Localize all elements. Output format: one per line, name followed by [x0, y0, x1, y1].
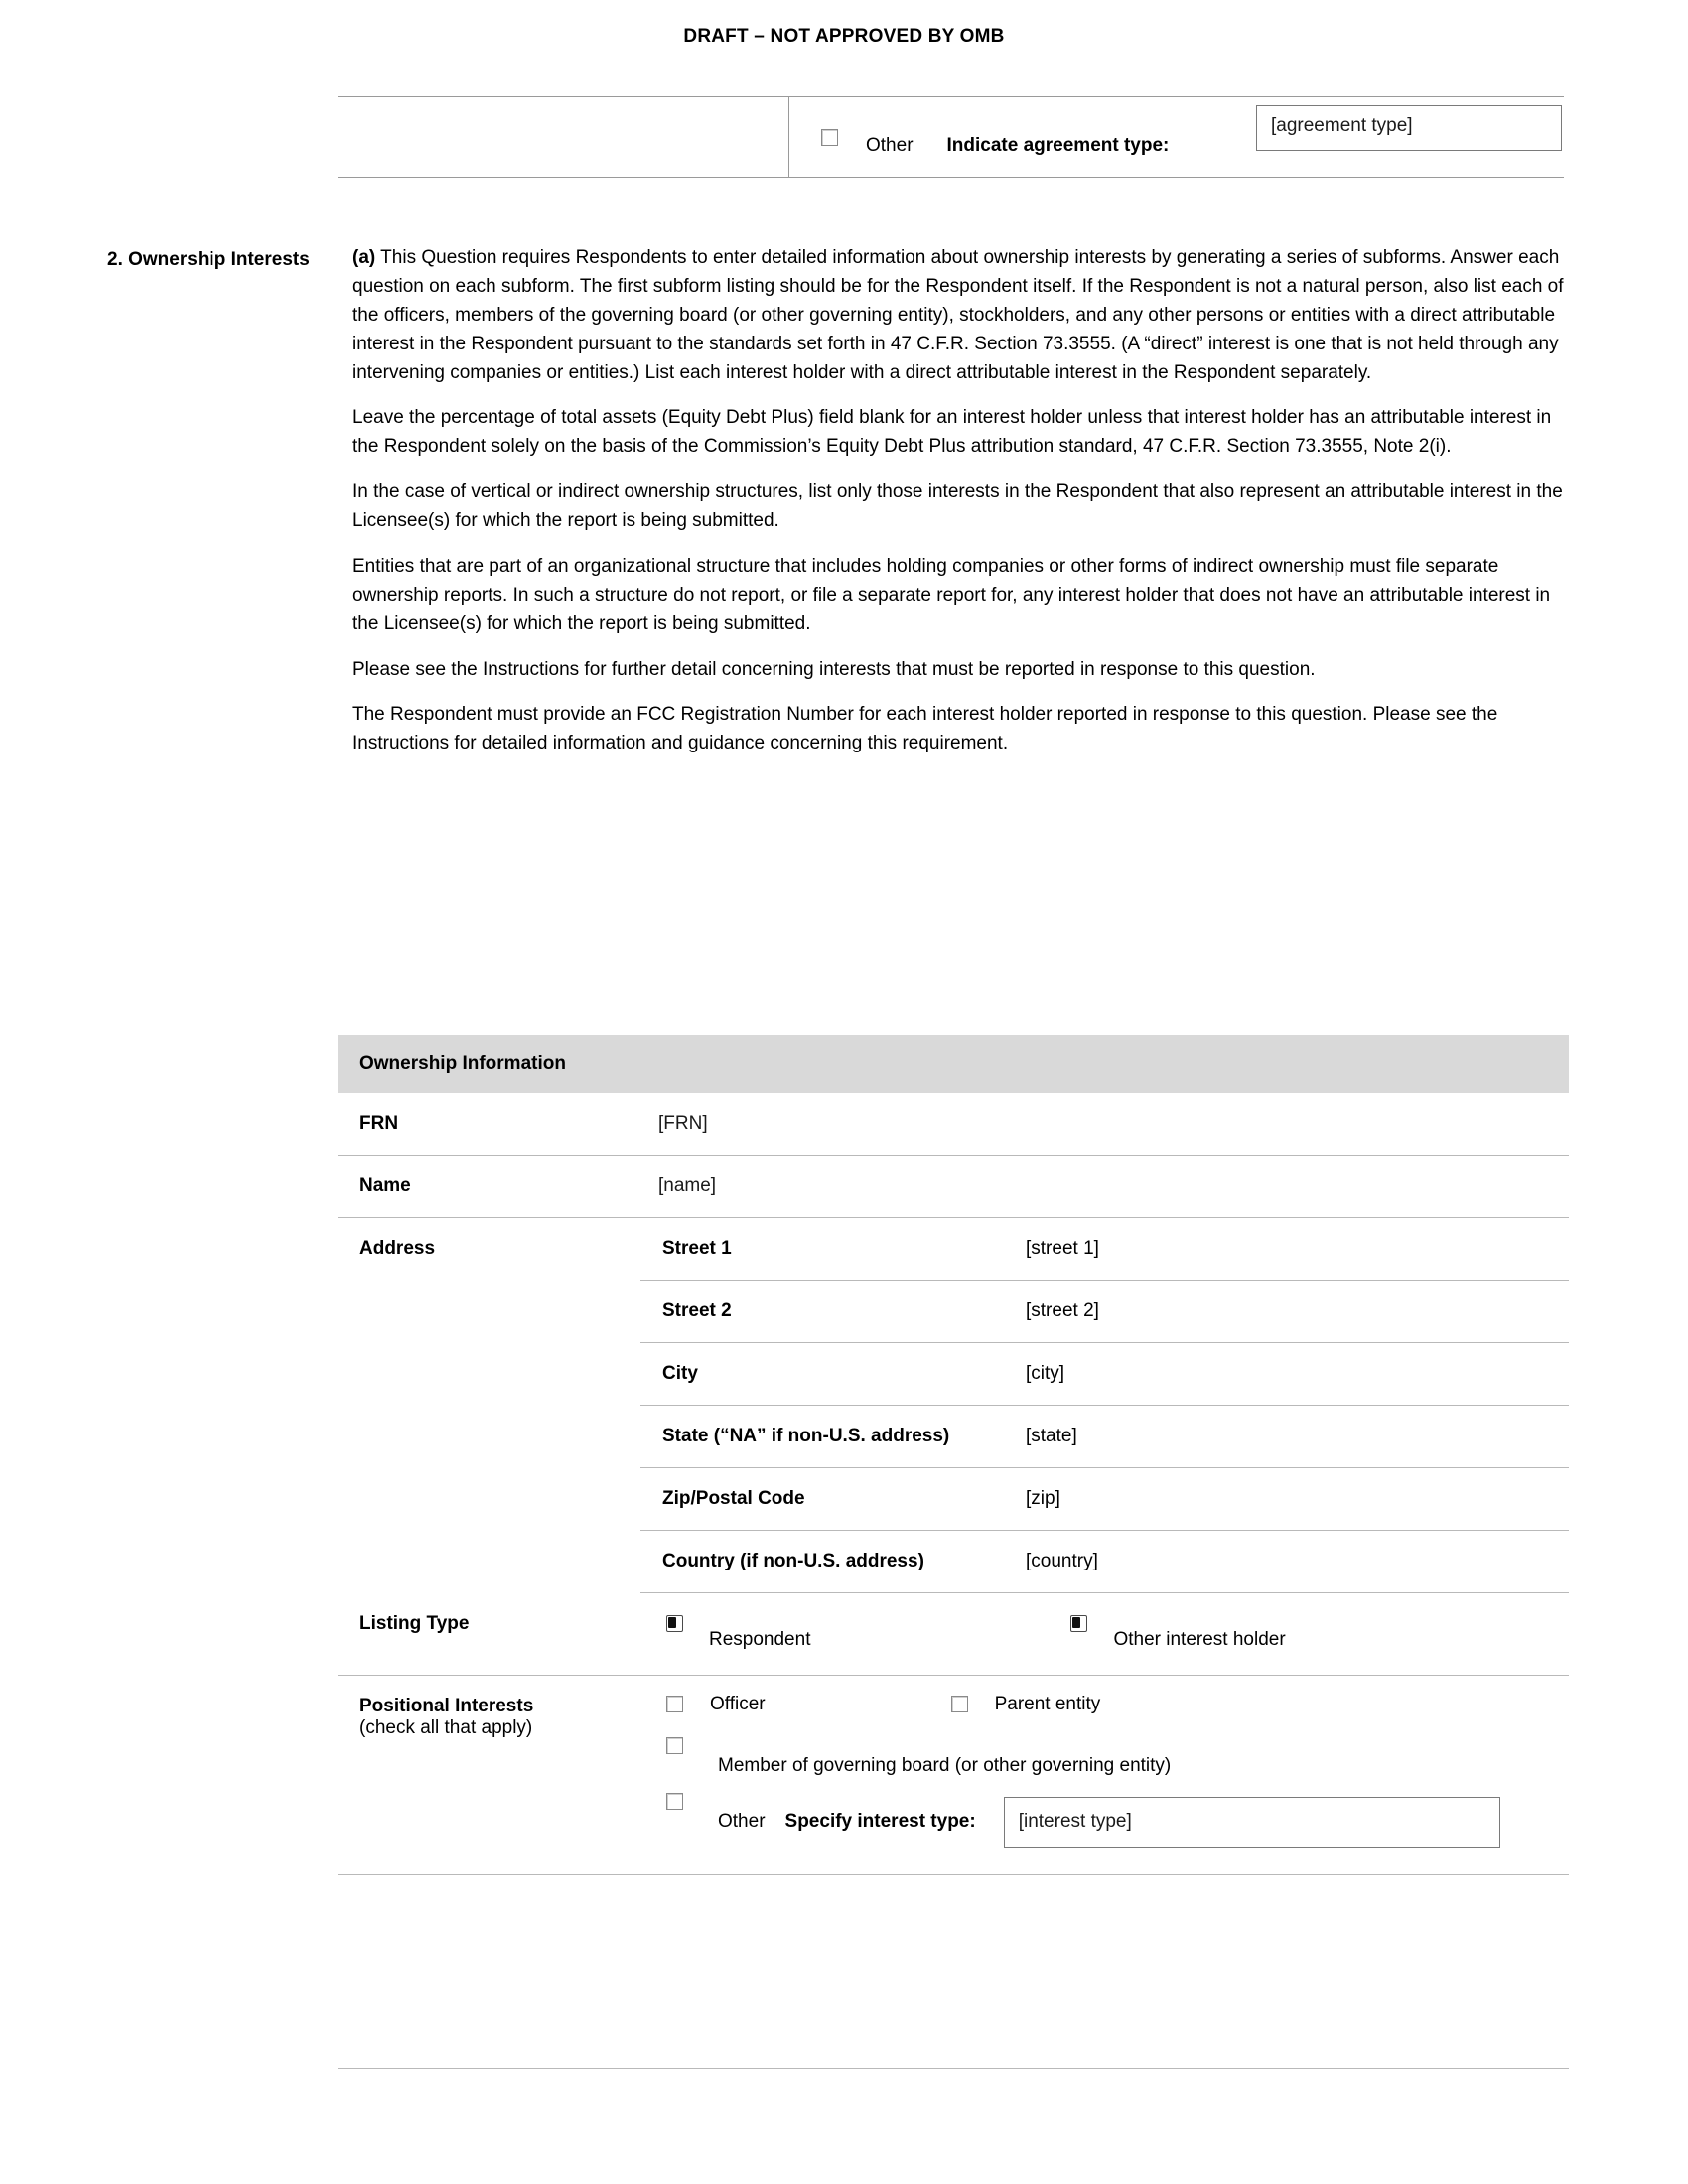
positional-option-parent-label: Parent entity [994, 1694, 1101, 1714]
positional-option-board-label: Member of governing board (or other governing entity) [718, 1755, 1172, 1776]
ownership-section-header-row [338, 1035, 1569, 1093]
positional-option-other-label: Other [718, 1811, 766, 1832]
agreement-type-row [338, 96, 1564, 178]
address-label: Address [359, 1238, 436, 1259]
radio-icon-respondent[interactable] [666, 1615, 683, 1632]
listing-option-respondent-label: Respondent [709, 1629, 811, 1650]
name-value[interactable]: [name] [658, 1175, 717, 1196]
paragraph-text-1: This Question requires Respondents to enter detailed information about ownership interests by generating a series of subforms. Answer each question on each subform. The first subform listing should be for the Respondent itself. If the Respondent is not a natural person, also list each of the officers, members of the governing board (or other governing entity), stockholders, and any other persons or entities with a direct attributable interest in the Respondent pursuant to the standards set forth in 47 C.F.R. Section 73.3555. (A “direct” interest is one that is not held through any intervening companies or entities.) List each interest holder with a direct attributable interest in the Respondent separately. [352, 247, 1564, 383]
agreement-type-input[interactable]: [agreement type] [1256, 105, 1562, 151]
listing-option-other-label: Other interest holder [1113, 1629, 1286, 1650]
zip-value[interactable]: [zip] [1008, 1468, 1569, 1531]
draft-header: DRAFT – NOT APPROVED BY OMB [683, 26, 1005, 47]
positional-option-row-2 [666, 1737, 1569, 1777]
indicate-agreement-type-label: Indicate agreement type: [946, 135, 1170, 156]
question-paragraph-6: The Respondent must provide an FCC Registration Number for each interest holder reported in response to this question. Please see the Instructions for detailed information and guidance concerning this requirement. [352, 704, 1498, 754]
positional-interests-title: Positional Interests [359, 1696, 534, 1716]
listing-type-row [338, 1593, 1569, 1676]
question-paragraph-4: Entities that are part of an organizational structure that includes holding companies or other forms of indirect ownership must file separate ownership reports. In such a structure do not report, or file a separate report for, any interest holder that does not have an attributable interest in the Licensee(s) for which the report is being submitted. [352, 555, 1551, 634]
other-agreement-label: Other [866, 135, 914, 156]
checkbox-governing-board[interactable] [666, 1737, 683, 1754]
listing-type-options [640, 1593, 1569, 1676]
frn-label: FRN [359, 1113, 399, 1134]
street1-value[interactable]: [street 1] [1008, 1218, 1569, 1281]
street1-label: Street 1 [640, 1218, 1008, 1281]
listing-option-respondent[interactable] [666, 1615, 810, 1651]
country-label: Country (if non-U.S. address) [640, 1531, 1008, 1593]
address-subtable [640, 1218, 1569, 1593]
address-street1-row [640, 1218, 1569, 1281]
country-value[interactable]: [country] [1008, 1531, 1569, 1593]
address-row [338, 1218, 1569, 1594]
specify-interest-type-label: Specify interest type: [784, 1811, 976, 1832]
paragraph-lead-a: (a) [352, 247, 376, 268]
table-bottom-rule [338, 2068, 1569, 2069]
ownership-information-table [338, 1035, 1569, 1875]
question-paragraph-1 [352, 244, 1569, 387]
listing-type-label: Listing Type [359, 1613, 470, 1634]
city-value[interactable]: [city] [1008, 1343, 1569, 1406]
address-zip-row [640, 1468, 1569, 1531]
positional-interests-label [338, 1676, 640, 1875]
zip-label: Zip/Postal Code [640, 1468, 1008, 1531]
frn-row [338, 1093, 1569, 1156]
address-street2-row [640, 1281, 1569, 1343]
other-agreement-checkbox[interactable] [821, 129, 838, 146]
agreement-row-content [789, 97, 1564, 177]
radio-icon-other-interest-holder[interactable] [1070, 1615, 1087, 1632]
street2-value[interactable]: [street 2] [1008, 1281, 1569, 1343]
address-state-row [640, 1406, 1569, 1468]
listing-option-other-interest-holder[interactable] [1070, 1615, 1285, 1651]
positional-interests-options [640, 1676, 1569, 1875]
name-row [338, 1156, 1569, 1218]
positional-option-row-1 [666, 1696, 1569, 1715]
checkbox-officer[interactable] [666, 1696, 683, 1712]
address-city-row [640, 1343, 1569, 1406]
positional-interests-note: (check all that apply) [359, 1717, 533, 1738]
street2-label: Street 2 [640, 1281, 1008, 1343]
state-value[interactable]: [state] [1008, 1406, 1569, 1468]
question-number-title: 2. Ownership Interests [107, 249, 310, 270]
question-body [352, 244, 1569, 775]
question-paragraph-2: Leave the percentage of total assets (Equity Debt Plus) field blank for an interest holder unless that interest holder has an attributable interest in the Respondent solely on the basis of the Commission’s Equity Debt Plus attribution standard, 47 C.F.R. Section 73.3555, Note 2(i). [352, 407, 1552, 458]
positional-interests-row [338, 1676, 1569, 1875]
city-label: City [640, 1343, 1008, 1406]
positional-option-row-3 [666, 1793, 1569, 1848]
question-paragraph-3: In the case of vertical or indirect ownership structures, list only those interests in the Respondent that also represent an attributable interest in the Licensee(s) for which the report is being submitted. [352, 481, 1563, 531]
state-label: State (“NA” if non-U.S. address) [640, 1406, 1008, 1468]
address-country-row [640, 1531, 1569, 1593]
address-subtable-cell [640, 1218, 1569, 1594]
name-label: Name [359, 1175, 411, 1196]
agreement-row-empty-cell [338, 97, 789, 177]
frn-value[interactable]: [FRN] [658, 1113, 708, 1134]
listing-type-option-row [666, 1615, 1569, 1651]
positional-option-officer-label: Officer [710, 1694, 766, 1714]
question-paragraph-5: Please see the Instructions for further detail concerning interests that must be reported in response to this question. [352, 658, 1316, 680]
ownership-section-title: Ownership Information [338, 1035, 1569, 1093]
interest-type-input[interactable]: [interest type] [1004, 1797, 1500, 1848]
checkbox-parent-entity[interactable] [951, 1696, 968, 1712]
checkbox-other-interest[interactable] [666, 1793, 683, 1810]
